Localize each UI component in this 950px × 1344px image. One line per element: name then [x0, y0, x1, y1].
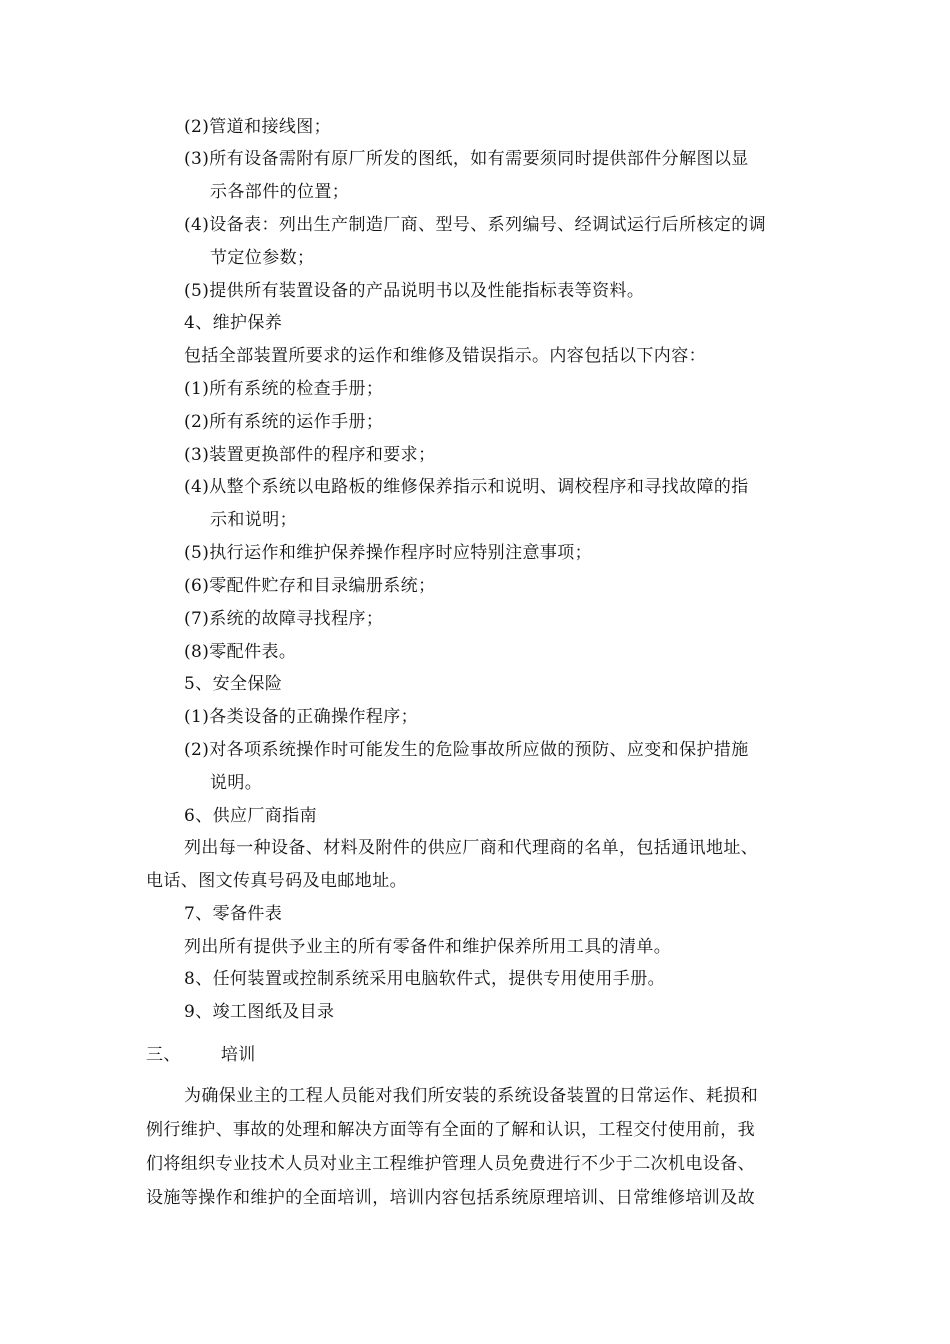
- list-item: (2)所有系统的运作手册；: [184, 412, 384, 432]
- paragraph-text: 为确保业主的工程人员能对我们所安装的系统设备装置的日常运作、耗损和: [184, 1086, 759, 1106]
- paragraph-text: 电话、图文传真号码及电邮地址。: [146, 871, 407, 891]
- subsection-heading: 6、供应厂商指南: [184, 806, 318, 826]
- paragraph-text: 包括全部装置所要求的运作和维修及错误指示。内容包括以下内容：: [184, 346, 706, 366]
- list-item-continuation: 示和说明；: [210, 510, 297, 530]
- list-item: (3)装置更换部件的程序和要求；: [184, 445, 436, 465]
- list-item: (4)设备表：列出生产制造厂商、型号、系列编号、经调试运行后所核定的调: [184, 215, 767, 235]
- list-item-continuation: 节定位参数；: [210, 248, 315, 268]
- list-item-continuation: 说明。: [210, 773, 263, 793]
- subsection-heading: 4、维护保养: [184, 313, 283, 333]
- list-item: (7)系统的故障寻找程序；: [184, 609, 384, 629]
- list-item: (1)所有系统的检查手册；: [184, 379, 384, 399]
- paragraph-text: 设施等操作和维护的全面培训，培训内容包括系统原理培训、日常维修培训及故: [146, 1188, 755, 1208]
- paragraph-text: 例行维护、事故的处理和解决方面等有全面的了解和认识，工程交付使用前，我: [146, 1120, 755, 1140]
- section-number: 三、: [146, 1045, 181, 1065]
- list-item: (4)从整个系统以电路板的维修保养指示和说明、调校程序和寻找故障的指: [184, 477, 749, 497]
- section-title: 培训: [220, 1045, 256, 1065]
- list-item: (1)各类设备的正确操作程序；: [184, 707, 419, 727]
- subsection-heading: 9、竣工图纸及目录: [184, 1002, 335, 1022]
- list-item-continuation: 示各部件的位置；: [210, 182, 350, 202]
- paragraph-text: 列出所有提供予业主的所有零备件和维护保养所用工具的清单。: [184, 937, 672, 957]
- subsection-heading: 5、安全保险: [184, 674, 283, 694]
- paragraph-text: 列出每一种设备、材料及附件的供应厂商和代理商的名单，包括通讯地址、: [184, 838, 759, 858]
- list-item: (5)提供所有装置设备的产品说明书以及性能指标表等资料。: [184, 281, 645, 301]
- list-item: (6)零配件贮存和目录编册系统；: [184, 576, 436, 596]
- section-heading: [146, 1043, 826, 1067]
- subsection-heading: 7、零备件表: [184, 904, 283, 924]
- paragraph-text: 们将组织专业技术人员对业主工程维护管理人员免费进行不少于二次机电设备、: [146, 1154, 755, 1174]
- paragraph-text: 8、任何装置或控制系统采用电脑软件式，提供专用使用手册。: [184, 969, 666, 989]
- list-item: (5)执行运作和维护保养操作程序时应特别注意事项；: [184, 543, 593, 563]
- list-item: (3)所有设备需附有原厂所发的图纸，如有需要须同时提供部件分解图以显: [184, 149, 749, 169]
- list-item: (8)零配件表。: [184, 642, 297, 662]
- list-item: (2)管道和接线图；: [184, 117, 332, 137]
- list-item: (2)对各项系统操作时可能发生的危险事故所应做的预防、应变和保护措施: [184, 740, 749, 760]
